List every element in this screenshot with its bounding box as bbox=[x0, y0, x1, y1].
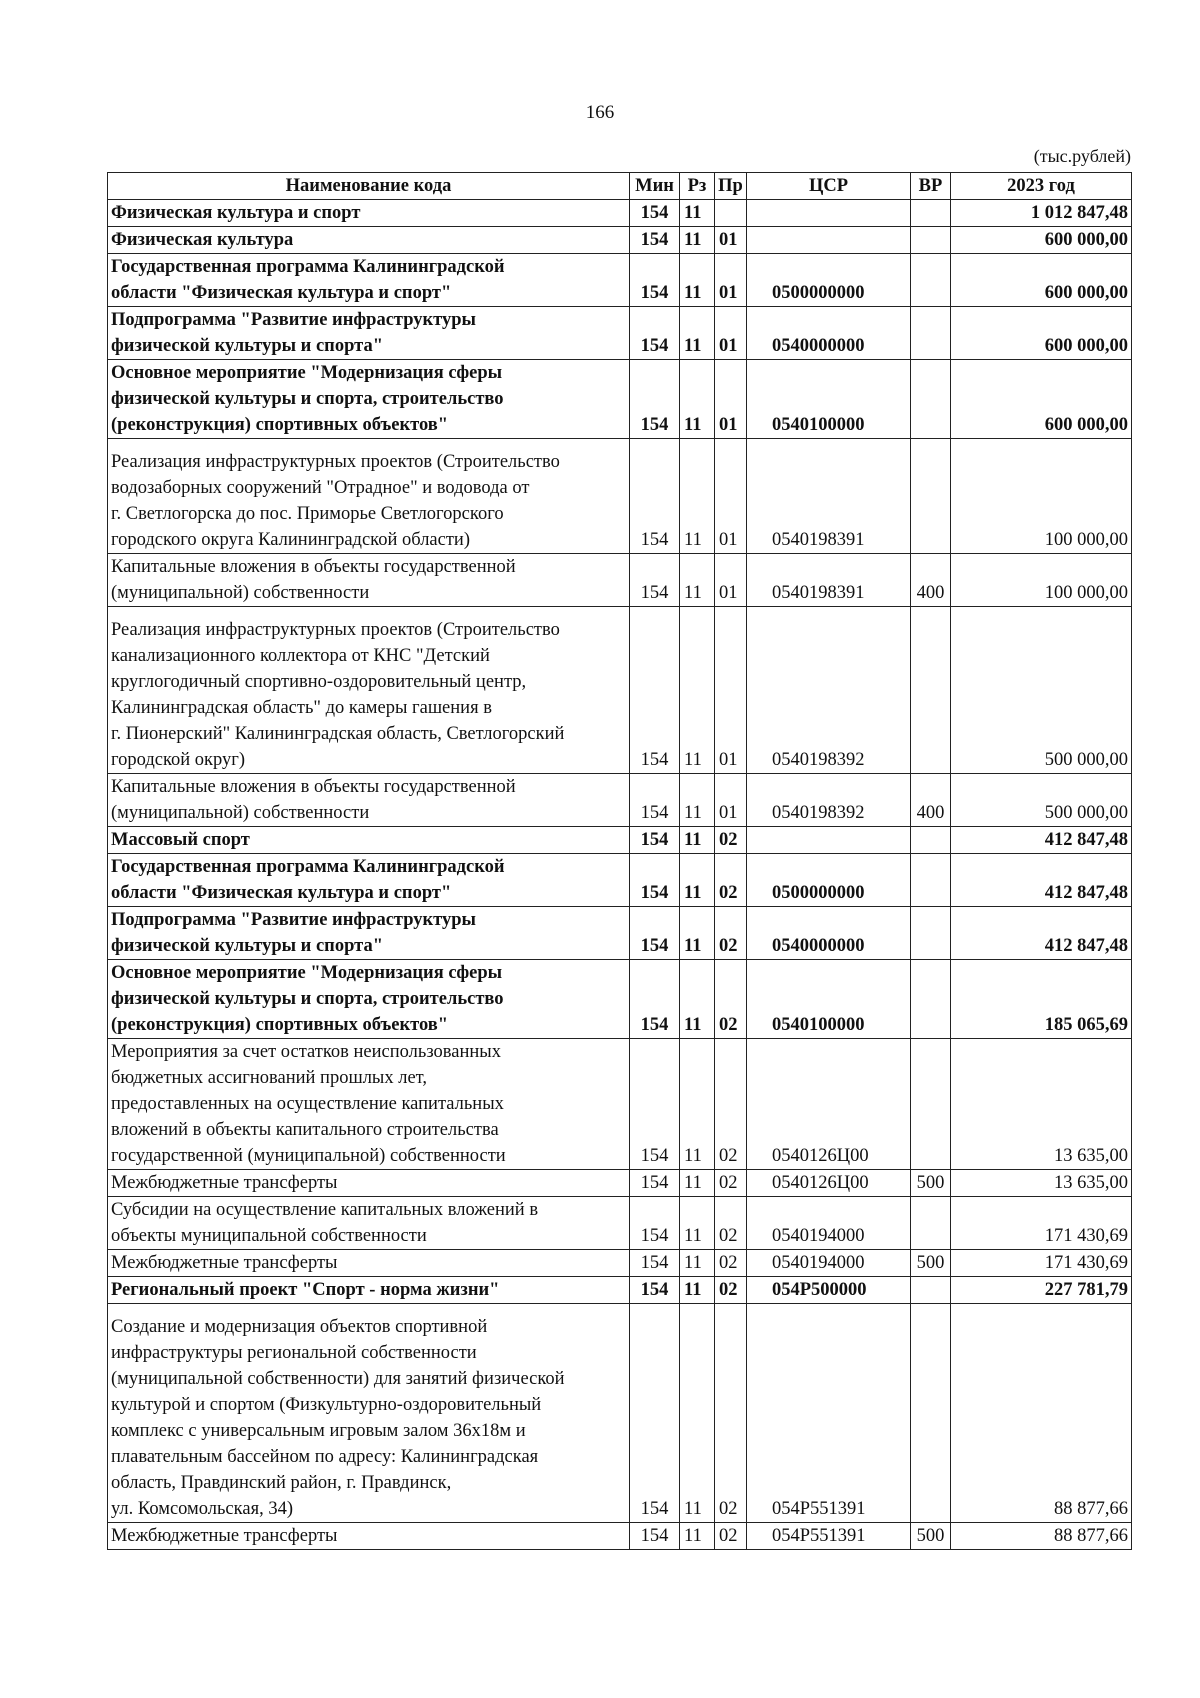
csr-cell bbox=[747, 827, 911, 854]
vr-cell bbox=[911, 827, 951, 854]
rz-cell: 11 bbox=[680, 1197, 715, 1250]
min-cell: 154 bbox=[630, 907, 680, 960]
amount-cell: 500 000,00 bbox=[951, 607, 1132, 774]
vr-cell: 500 bbox=[911, 1523, 951, 1550]
rz-cell: 11 bbox=[680, 960, 715, 1039]
min-cell: 154 bbox=[630, 1304, 680, 1523]
min-cell: 154 bbox=[630, 854, 680, 907]
min-cell: 154 bbox=[630, 960, 680, 1039]
pr-cell: 01 bbox=[715, 307, 747, 360]
name-cell: Реализация инфраструктурных проектов (Строительство водозаборных сооружений "Отрадное" и водовода от г. Светлогорска до пос. Приморье Светлогорского городского округа Калининградской области) bbox=[108, 439, 630, 554]
name-cell: Основное мероприятие "Модернизация сферы физической культуры и спорта, строительство (реконструкция) спортивных объектов" bbox=[108, 360, 630, 439]
vr-cell bbox=[911, 1304, 951, 1523]
pr-cell: 02 bbox=[715, 1523, 747, 1550]
name-cell: Государственная программа Калининградской области "Физическая культура и спорт" bbox=[108, 854, 630, 907]
table-row bbox=[108, 607, 1132, 774]
rz-cell: 11 bbox=[680, 1523, 715, 1550]
name-cell: Подпрограмма "Развитие инфраструктуры физической культуры и спорта" bbox=[108, 307, 630, 360]
vr-cell bbox=[911, 1277, 951, 1304]
name-cell: Подпрограмма "Развитие инфраструктуры физической культуры и спорта" bbox=[108, 907, 630, 960]
min-cell: 154 bbox=[630, 200, 680, 227]
rz-cell: 11 bbox=[680, 907, 715, 960]
amount-cell: 1 012 847,48 bbox=[951, 200, 1132, 227]
budget-table bbox=[107, 172, 1132, 1550]
table-row bbox=[108, 360, 1132, 439]
min-cell: 154 bbox=[630, 1523, 680, 1550]
table-row bbox=[108, 554, 1132, 607]
amount-cell: 600 000,00 bbox=[951, 227, 1132, 254]
table-row bbox=[108, 960, 1132, 1039]
rz-cell: 11 bbox=[680, 360, 715, 439]
csr-cell: 0500000000 bbox=[747, 854, 911, 907]
name-cell: Реализация инфраструктурных проектов (Строительство канализационного коллектора от КНС "Детский круглогодичный спортивно-оздоровительный центр, Калининградская область" до камеры гашения в г. Пионерский" Калининградская область, Светлогорский городской округ) bbox=[108, 607, 630, 774]
min-cell: 154 bbox=[630, 1250, 680, 1277]
pr-cell: 02 bbox=[715, 1197, 747, 1250]
header-rz: Рз bbox=[680, 173, 715, 200]
table-row bbox=[108, 1039, 1132, 1170]
name-cell: Физическая культура и спорт bbox=[108, 200, 630, 227]
rz-cell: 11 bbox=[680, 1039, 715, 1170]
csr-cell bbox=[747, 227, 911, 254]
header-year: 2023 год bbox=[951, 173, 1132, 200]
pr-cell: 01 bbox=[715, 554, 747, 607]
csr-cell: 0540198392 bbox=[747, 607, 911, 774]
amount-cell: 500 000,00 bbox=[951, 774, 1132, 827]
vr-cell bbox=[911, 227, 951, 254]
amount-cell: 88 877,66 bbox=[951, 1304, 1132, 1523]
header-vr: ВР bbox=[911, 173, 951, 200]
rz-cell: 11 bbox=[680, 227, 715, 254]
header-min: Мин bbox=[630, 173, 680, 200]
rz-cell: 11 bbox=[680, 439, 715, 554]
min-cell: 154 bbox=[630, 360, 680, 439]
csr-cell: 0540198392 bbox=[747, 774, 911, 827]
table-row bbox=[108, 439, 1132, 554]
min-cell: 154 bbox=[630, 227, 680, 254]
amount-cell: 171 430,69 bbox=[951, 1250, 1132, 1277]
min-cell: 154 bbox=[630, 827, 680, 854]
table-row bbox=[108, 1304, 1132, 1523]
pr-cell: 01 bbox=[715, 360, 747, 439]
pr-cell: 02 bbox=[715, 1170, 747, 1197]
csr-cell bbox=[747, 200, 911, 227]
name-cell: Капитальные вложения в объекты государственной (муниципальной) собственности bbox=[108, 774, 630, 827]
vr-cell: 500 bbox=[911, 1250, 951, 1277]
name-cell: Капитальные вложения в объекты государственной (муниципальной) собственности bbox=[108, 554, 630, 607]
amount-cell: 13 635,00 bbox=[951, 1170, 1132, 1197]
rz-cell: 11 bbox=[680, 827, 715, 854]
pr-cell: 01 bbox=[715, 607, 747, 774]
name-cell: Массовый спорт bbox=[108, 827, 630, 854]
pr-cell: 01 bbox=[715, 227, 747, 254]
table-row bbox=[108, 200, 1132, 227]
table-row bbox=[108, 1197, 1132, 1250]
pr-cell: 02 bbox=[715, 907, 747, 960]
csr-cell: 0540100000 bbox=[747, 360, 911, 439]
pr-cell: 02 bbox=[715, 827, 747, 854]
csr-cell: 0500000000 bbox=[747, 254, 911, 307]
amount-cell: 227 781,79 bbox=[951, 1277, 1132, 1304]
rz-cell: 11 bbox=[680, 774, 715, 827]
pr-cell: 01 bbox=[715, 774, 747, 827]
vr-cell bbox=[911, 200, 951, 227]
vr-cell bbox=[911, 439, 951, 554]
vr-cell bbox=[911, 1039, 951, 1170]
table-row bbox=[108, 854, 1132, 907]
csr-cell: 0540126Ц00 bbox=[747, 1170, 911, 1197]
min-cell: 154 bbox=[630, 554, 680, 607]
vr-cell bbox=[911, 307, 951, 360]
vr-cell bbox=[911, 960, 951, 1039]
csr-cell: 0540194000 bbox=[747, 1250, 911, 1277]
rz-cell: 11 bbox=[680, 1277, 715, 1304]
min-cell: 154 bbox=[630, 307, 680, 360]
csr-cell: 0540126Ц00 bbox=[747, 1039, 911, 1170]
name-cell: Физическая культура bbox=[108, 227, 630, 254]
min-cell: 154 bbox=[630, 1197, 680, 1250]
amount-cell: 100 000,00 bbox=[951, 554, 1132, 607]
name-cell: Государственная программа Калининградской области "Физическая культура и спорт" bbox=[108, 254, 630, 307]
csr-cell: 0540000000 bbox=[747, 307, 911, 360]
rz-cell: 11 bbox=[680, 200, 715, 227]
vr-cell bbox=[911, 907, 951, 960]
pr-cell: 01 bbox=[715, 439, 747, 554]
table-row bbox=[108, 1277, 1132, 1304]
name-cell: Субсидии на осуществление капитальных вложений в объекты муниципальной собственности bbox=[108, 1197, 630, 1250]
table-row bbox=[108, 827, 1132, 854]
amount-cell: 600 000,00 bbox=[951, 307, 1132, 360]
rz-cell: 11 bbox=[680, 607, 715, 774]
table-row bbox=[108, 227, 1132, 254]
pr-cell: 02 bbox=[715, 854, 747, 907]
header-csr: ЦСР bbox=[747, 173, 911, 200]
vr-cell bbox=[911, 1197, 951, 1250]
vr-cell: 400 bbox=[911, 774, 951, 827]
name-cell: Создание и модернизация объектов спортивной инфраструктуры региональной собственности (муниципальной собственности) для занятий физической культурой и спортом (Физкультурно-оздоровительный комплекс с универсальным игровым залом 36х18м и плавательным бассейном по адресу: Калининградская область, Правдинский район, г. Правдинск, ул. Комсомольская, 34) bbox=[108, 1304, 630, 1523]
pr-cell: 02 bbox=[715, 1277, 747, 1304]
csr-cell: 0540100000 bbox=[747, 960, 911, 1039]
table-row bbox=[108, 307, 1132, 360]
min-cell: 154 bbox=[630, 254, 680, 307]
table-row bbox=[108, 774, 1132, 827]
vr-cell bbox=[911, 360, 951, 439]
amount-cell: 412 847,48 bbox=[951, 854, 1132, 907]
table-body bbox=[108, 200, 1132, 1550]
csr-cell: 054P551391 bbox=[747, 1523, 911, 1550]
rz-cell: 11 bbox=[680, 254, 715, 307]
table-row bbox=[108, 254, 1132, 307]
vr-cell: 400 bbox=[911, 554, 951, 607]
min-cell: 154 bbox=[630, 439, 680, 554]
rz-cell: 11 bbox=[680, 1170, 715, 1197]
name-cell: Межбюджетные трансферты bbox=[108, 1250, 630, 1277]
rz-cell: 11 bbox=[680, 307, 715, 360]
csr-cell: 054P551391 bbox=[747, 1304, 911, 1523]
pr-cell: 02 bbox=[715, 1304, 747, 1523]
pr-cell: 02 bbox=[715, 1250, 747, 1277]
pr-cell bbox=[715, 200, 747, 227]
name-cell: Региональный проект "Спорт - норма жизни" bbox=[108, 1277, 630, 1304]
amount-cell: 13 635,00 bbox=[951, 1039, 1132, 1170]
rz-cell: 11 bbox=[680, 854, 715, 907]
min-cell: 154 bbox=[630, 1039, 680, 1170]
min-cell: 154 bbox=[630, 1277, 680, 1304]
name-cell: Межбюджетные трансферты bbox=[108, 1523, 630, 1550]
vr-cell bbox=[911, 254, 951, 307]
min-cell: 154 bbox=[630, 1170, 680, 1197]
rz-cell: 11 bbox=[680, 1250, 715, 1277]
table-row bbox=[108, 1523, 1132, 1550]
header-pr: Пр bbox=[715, 173, 747, 200]
vr-cell bbox=[911, 854, 951, 907]
amount-cell: 100 000,00 bbox=[951, 439, 1132, 554]
amount-cell: 412 847,48 bbox=[951, 827, 1132, 854]
csr-cell: 0540198391 bbox=[747, 554, 911, 607]
vr-cell bbox=[911, 607, 951, 774]
rz-cell: 11 bbox=[680, 1304, 715, 1523]
amount-cell: 88 877,66 bbox=[951, 1523, 1132, 1550]
pr-cell: 02 bbox=[715, 960, 747, 1039]
pr-cell: 02 bbox=[715, 1039, 747, 1170]
name-cell: Межбюджетные трансферты bbox=[108, 1170, 630, 1197]
amount-cell: 185 065,69 bbox=[951, 960, 1132, 1039]
csr-cell: 0540000000 bbox=[747, 907, 911, 960]
pr-cell: 01 bbox=[715, 254, 747, 307]
page-number: 166 bbox=[585, 102, 615, 123]
min-cell: 154 bbox=[630, 774, 680, 827]
table-row bbox=[108, 907, 1132, 960]
amount-cell: 600 000,00 bbox=[951, 360, 1132, 439]
name-cell: Основное мероприятие "Модернизация сферы физической культуры и спорта, строительство (реконструкция) спортивных объектов" bbox=[108, 960, 630, 1039]
csr-cell: 0540194000 bbox=[747, 1197, 911, 1250]
min-cell: 154 bbox=[630, 607, 680, 774]
table-row bbox=[108, 1250, 1132, 1277]
csr-cell: 0540198391 bbox=[747, 439, 911, 554]
rz-cell: 11 bbox=[680, 554, 715, 607]
units-label: (тыс.рублей) bbox=[1033, 146, 1131, 166]
amount-cell: 171 430,69 bbox=[951, 1197, 1132, 1250]
amount-cell: 600 000,00 bbox=[951, 254, 1132, 307]
amount-cell: 412 847,48 bbox=[951, 907, 1132, 960]
vr-cell: 500 bbox=[911, 1170, 951, 1197]
table-header-row bbox=[108, 173, 1132, 200]
csr-cell: 054P500000 bbox=[747, 1277, 911, 1304]
header-name: Наименование кода bbox=[108, 173, 630, 200]
table-row bbox=[108, 1170, 1132, 1197]
name-cell: Мероприятия за счет остатков неиспользованных бюджетных ассигнований прошлых лет, предоставленных на осуществление капитальных вложений в объекты капитального строительства государственной (муниципальной) собственности bbox=[108, 1039, 630, 1170]
